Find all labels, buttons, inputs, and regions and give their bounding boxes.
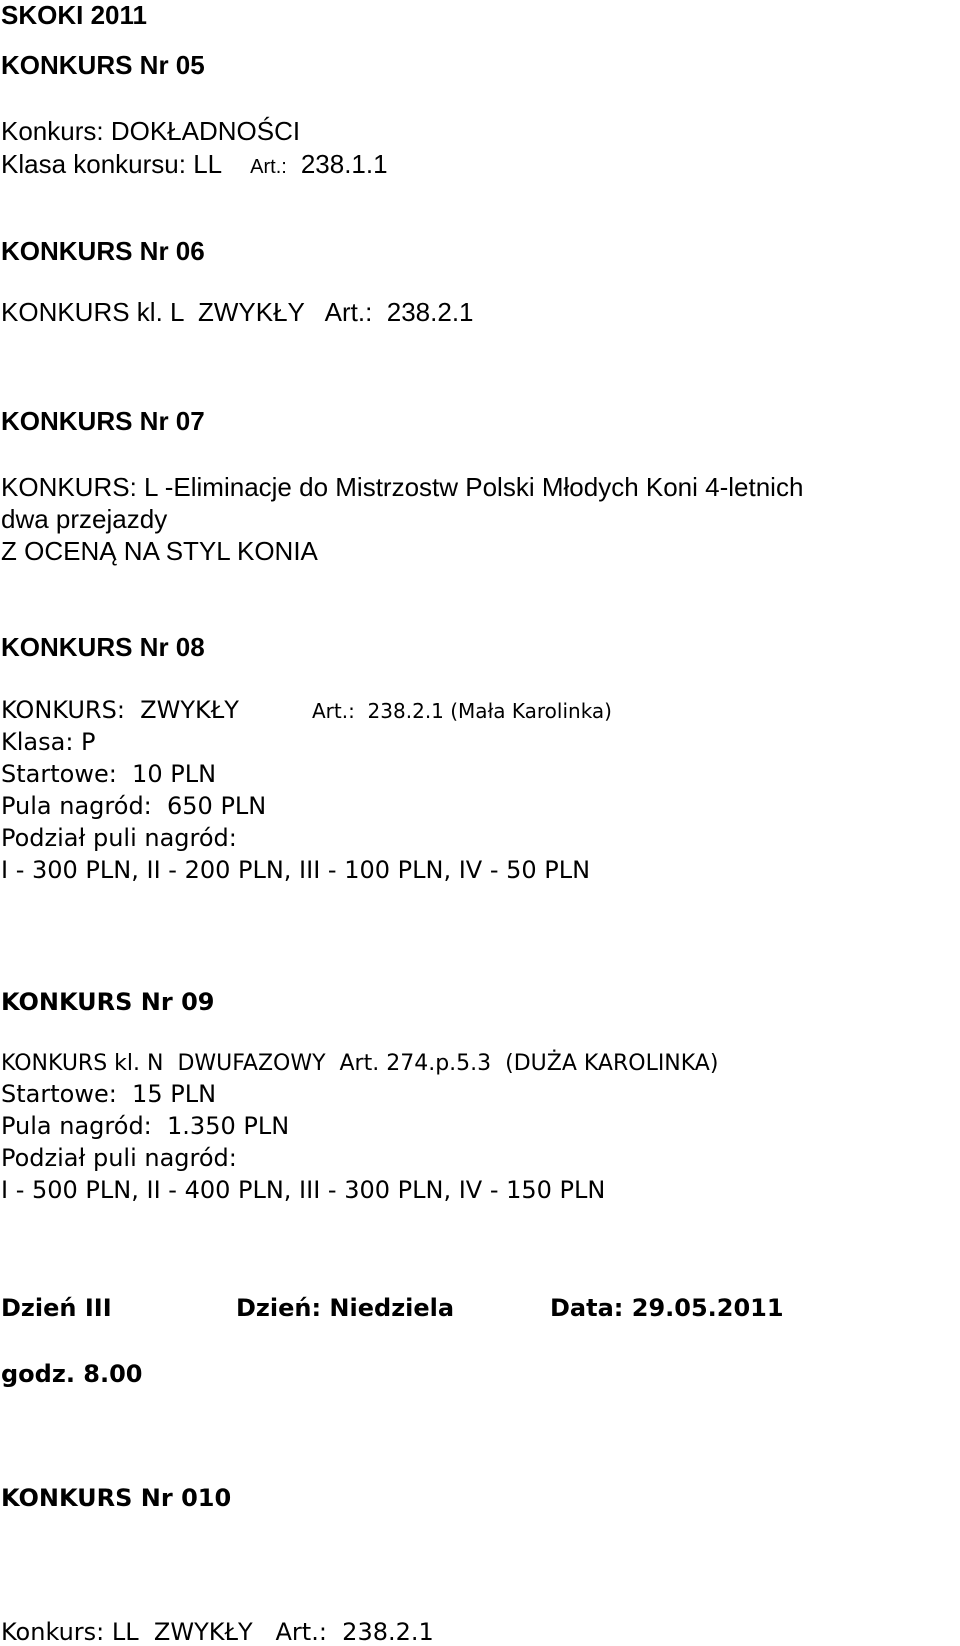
page-title: SKOKI 2011 xyxy=(1,0,147,30)
konkurs-05-type: Konkurs: DOKŁADNOŚCI xyxy=(1,116,301,146)
konkurs-08-entry-fee: Startowe: 10 PLN xyxy=(1,760,217,788)
day-date: Data: 29.05.2011 xyxy=(550,1294,784,1322)
konkurs-08-type: KONKURS: ZWYKŁY xyxy=(1,696,239,724)
konkurs-08-class: Klasa: P xyxy=(1,728,96,756)
konkurs-010-type: Konkurs: LL ZWYKŁY Art.: 238.2.1 xyxy=(1,1618,434,1646)
konkurs-06-heading: KONKURS Nr 06 xyxy=(1,236,205,266)
konkurs-09-split-label: Podział puli nagród: xyxy=(1,1144,237,1172)
day-start-time: godz. 8.00 xyxy=(1,1360,143,1388)
konkurs-06-type: KONKURS kl. L ZWYKŁY Art.: 238.2.1 xyxy=(1,297,474,327)
konkurs-09-split: I - 500 PLN, II - 400 PLN, III - 300 PLN, IV - 150 PLN xyxy=(1,1176,606,1204)
konkurs-05-class: Klasa konkursu: LL xyxy=(1,149,223,179)
konkurs-05-heading: KONKURS Nr 05 xyxy=(1,50,205,80)
day-weekday: Dzień: Niedziela xyxy=(236,1294,455,1322)
konkurs-09-entry-fee: Startowe: 15 PLN xyxy=(1,1080,217,1108)
konkurs-07-rounds: dwa przejazdy xyxy=(1,504,168,534)
konkurs-05-art-code: 238.1.1 xyxy=(300,149,388,179)
konkurs-09-heading: KONKURS Nr 09 xyxy=(1,988,215,1016)
day-number: Dzień III xyxy=(1,1294,112,1322)
konkurs-08-split: I - 300 PLN, II - 200 PLN, III - 100 PLN, IV - 50 PLN xyxy=(1,856,591,884)
konkurs-07-style: Z OCENĄ NA STYL KONIA xyxy=(1,536,318,566)
konkurs-08-art: Art.: 238.2.1 (Mała Karolinka) xyxy=(312,699,612,723)
konkurs-09-prize-pool: Pula nagród: 1.350 PLN xyxy=(1,1112,290,1140)
konkurs-07-type: KONKURS: L -Eliminacje do Mistrzostw Polski Młodych Koni 4-letnich xyxy=(1,472,804,502)
konkurs-010-heading: KONKURS Nr 010 xyxy=(1,1484,232,1512)
konkurs-07-heading: KONKURS Nr 07 xyxy=(1,406,205,436)
konkurs-08-split-label: Podział puli nagród: xyxy=(1,824,237,852)
konkurs-08-heading: KONKURS Nr 08 xyxy=(1,632,205,662)
konkurs-08-prize-pool: Pula nagród: 650 PLN xyxy=(1,792,267,820)
konkurs-05-art-label: Art.: xyxy=(250,156,287,178)
konkurs-05-class-line xyxy=(1,151,388,177)
konkurs-09-type: KONKURS kl. N DWUFAZOWY Art. 274.p.5.3 (DUŻA KAROLINKA) xyxy=(1,1051,719,1076)
